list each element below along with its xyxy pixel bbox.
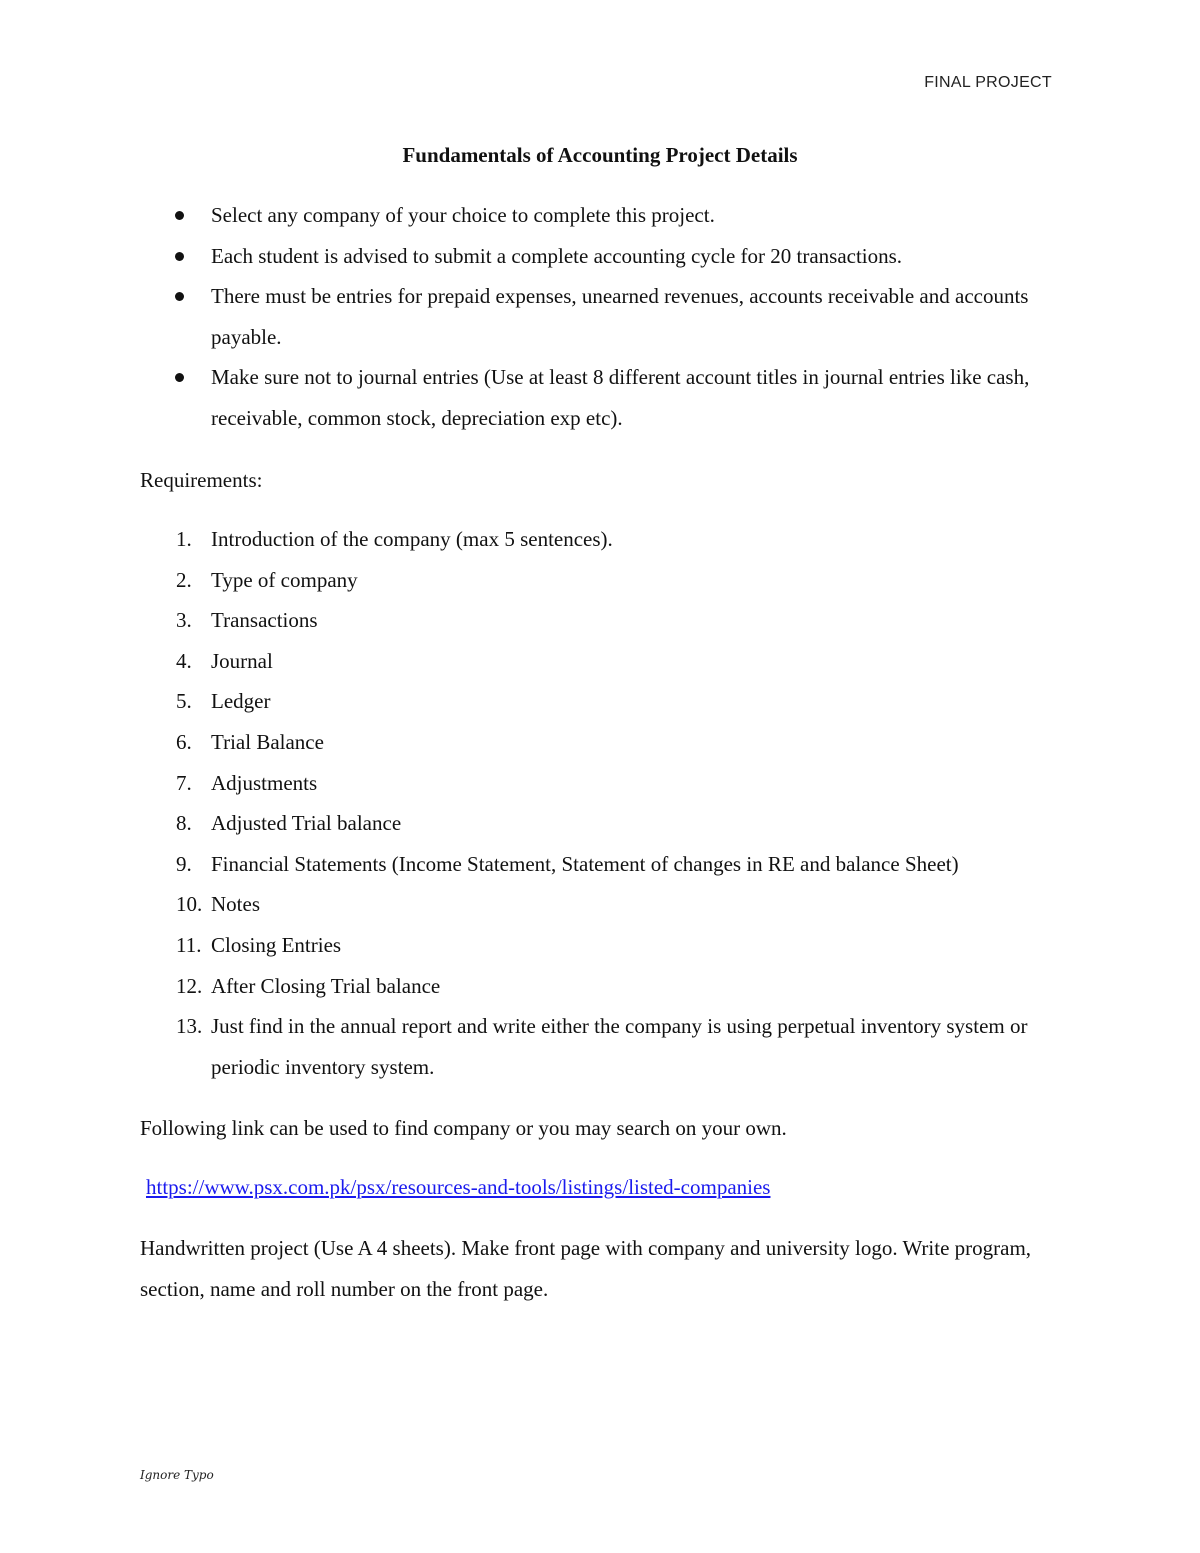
requirement-text: Type of company (211, 567, 358, 592)
bullet-item (0, 236, 1061, 277)
requirement-item (0, 600, 1061, 641)
requirement-number: 3. (176, 608, 192, 633)
requirement-number: 6. (176, 729, 192, 754)
bullet-icon (175, 252, 184, 261)
bullet-icon (175, 292, 184, 301)
requirement-text: Notes (211, 892, 260, 917)
requirement-text: Ledger (211, 689, 271, 714)
requirement-number: 8. (176, 811, 192, 836)
bullet-icon (175, 373, 184, 382)
requirement-text: Financial Statements (Income Statement, Statement of changes in RE and balance Sheet) (211, 851, 959, 876)
requirement-text: Introduction of the company (max 5 sentences). (211, 527, 613, 551)
requirement-item (0, 722, 1061, 763)
bullet-text: Make sure not to journal entries (Use at least 8 different account titles in journal entries like cash, receivable, common stock, depreciation exp etc). (211, 365, 1030, 430)
requirement-text: Just find in the annual report and write either the company is using perpetual inventory system or periodic inventory system. (211, 1014, 1028, 1079)
requirement-number: 12. (176, 973, 203, 998)
requirements-list (0, 519, 1061, 1087)
requirement-item (0, 681, 1061, 722)
requirement-number: 5. (176, 689, 192, 714)
requirement-item (0, 763, 1061, 804)
requirement-number: 1. (176, 527, 192, 551)
bullet-text: Each student is advised to submit a complete accounting cycle for 20 transactions. (211, 243, 903, 268)
following-link-paragraph: Following link can be used to find company or you may search on your own. (140, 1116, 787, 1140)
handwritten-paragraph: Handwritten project (Use A 4 sheets). Make front page with company and university logo. Write program, section, name and roll number on the front page. (140, 1236, 1032, 1301)
requirement-number: 9. (176, 851, 192, 876)
requirement-item (0, 803, 1061, 844)
link-paragraph (146, 1167, 1076, 1208)
bullet-list (0, 195, 1061, 439)
requirement-text: Adjusted Trial balance (211, 811, 402, 836)
requirement-text: Closing Entries (211, 932, 342, 957)
requirement-number: 10. (176, 892, 203, 917)
requirement-number: 13. (176, 1014, 203, 1039)
bullet-text: There must be entries for prepaid expenses, unearned revenues, accounts receivable and accounts payable. (211, 284, 1029, 349)
requirement-item (0, 925, 1061, 966)
requirement-number: 4. (176, 648, 192, 673)
requirement-item (0, 1006, 1061, 1087)
requirement-text: Trial Balance (211, 729, 324, 754)
requirements-heading: Requirements: (140, 468, 263, 492)
header-label: FINAL PROJECT (924, 74, 1052, 91)
requirement-number: 11. (176, 932, 202, 957)
requirement-text: Journal (211, 648, 273, 673)
bullet-text: Select any company of your choice to complete this project. (211, 203, 715, 227)
footer-note: Ignore Typo (140, 1468, 214, 1482)
requirement-item (0, 519, 1061, 560)
requirement-number: 7. (176, 770, 192, 795)
document-title: Fundamentals of Accounting Project Details (402, 143, 798, 167)
requirement-item (0, 884, 1061, 925)
bullet-icon (175, 211, 184, 220)
requirement-number: 2. (176, 567, 192, 592)
requirement-text: Transactions (211, 608, 318, 633)
bullet-item (0, 276, 1061, 357)
requirement-item (0, 966, 1061, 1007)
requirement-text: Adjustments (211, 770, 318, 795)
requirement-item (0, 641, 1061, 682)
requirement-item (0, 844, 1061, 885)
requirement-text: After Closing Trial balance (211, 973, 441, 998)
psx-listed-companies-link[interactable]: https://www.psx.com.pk/psx/resources-and-tools/listings/listed-companies (146, 1175, 771, 1199)
bullet-item (0, 357, 1061, 438)
bullet-item (0, 195, 1061, 236)
requirement-item (0, 560, 1061, 601)
